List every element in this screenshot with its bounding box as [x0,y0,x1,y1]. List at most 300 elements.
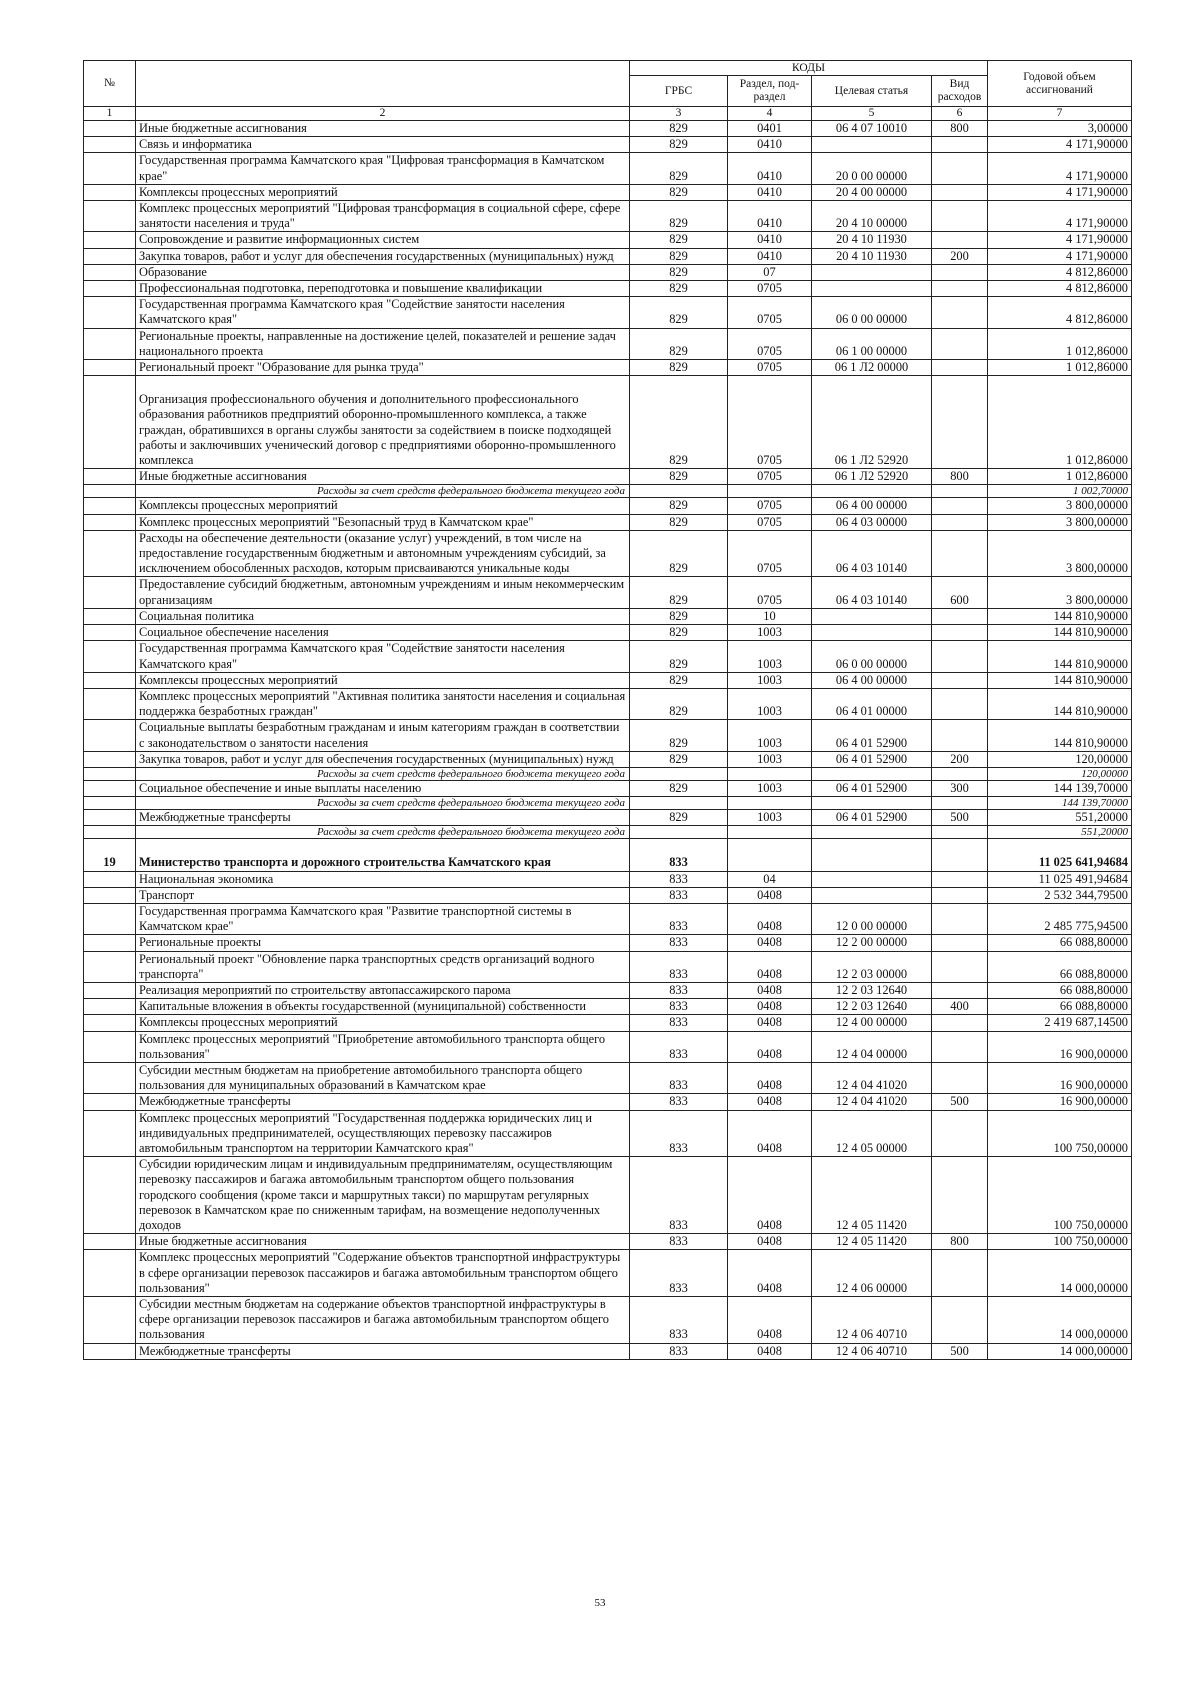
row-number [84,767,136,780]
section-code: 1003 [728,641,812,672]
exptype-code [932,514,988,530]
amount-value: 16 900,00000 [988,1062,1132,1093]
grbs-code: 829 [630,641,728,672]
row-number [84,1297,136,1344]
table-row [84,839,1132,871]
row-name: Комплексы процессных мероприятий [136,498,630,514]
header-num: 7 [988,107,1132,121]
grbs-code: 829 [630,360,728,376]
target-code: 20 4 10 11930 [812,248,932,264]
row-number [84,498,136,514]
row-number [84,1062,136,1093]
amount-value: 4 812,86000 [988,264,1132,280]
amount-value: 4 171,90000 [988,153,1132,184]
exptype-code [932,281,988,297]
row-name: Закупка товаров, работ и услуг для обеспечения государственных (муниципальных) нужд [136,248,630,264]
header-num: 3 [630,107,728,121]
section-code: 0408 [728,1157,812,1234]
section-code: 0408 [728,1250,812,1297]
row-name: Комплекс процессных мероприятий "Безопасный труд в Камчатском крае" [136,514,630,530]
row-name: Межбюджетные трансферты [136,1094,630,1110]
row-name: Расходы за счет средств федерального бюджета текущего года [136,797,630,810]
row-name: Капитальные вложения в объекты государственной (муниципальной) собственности [136,999,630,1015]
exptype-code [932,1157,988,1234]
exptype-code [932,1031,988,1062]
header-amount: Годовой объем ассигнований [988,61,1132,107]
row-number [84,826,136,839]
row-name: Социальные выплаты безработным гражданам и иным категориям граждан в соответствии с законодательством о занятости населения [136,720,630,751]
exptype-code: 200 [932,751,988,767]
exptype-code [932,153,988,184]
exptype-code: 200 [932,248,988,264]
table-row [84,469,1132,485]
row-number [84,201,136,232]
exptype-code: 800 [932,121,988,137]
row-number [84,688,136,719]
table-row [84,608,1132,624]
row-name: Социальное обеспечение населения [136,625,630,641]
table-row [84,498,1132,514]
row-number [84,1094,136,1110]
row-name: Образование [136,264,630,280]
exptype-code [932,1297,988,1344]
target-code [812,767,932,780]
section-code: 0408 [728,1015,812,1031]
row-number [84,248,136,264]
target-code: 06 4 00 00000 [812,672,932,688]
grbs-code: 833 [630,1157,728,1234]
amount-value: 4 812,86000 [988,281,1132,297]
exptype-code [932,1062,988,1093]
exptype-code [932,1110,988,1157]
table-row [84,121,1132,137]
table-row [84,935,1132,951]
amount-value: 2 485 775,94500 [988,903,1132,934]
row-number [84,297,136,328]
exptype-code [932,1015,988,1031]
row-number [84,514,136,530]
section-code: 1003 [728,720,812,751]
target-code [812,281,932,297]
row-number [84,360,136,376]
grbs-code: 833 [630,1094,728,1110]
target-code: 06 4 01 00000 [812,688,932,719]
grbs-code: 829 [630,780,728,796]
row-number [84,281,136,297]
row-name: Комплексы процессных мероприятий [136,672,630,688]
row-number [84,1110,136,1157]
exptype-code [932,767,988,780]
table-row [84,951,1132,982]
amount-value: 4 812,86000 [988,297,1132,328]
target-code [812,485,932,498]
row-number [84,999,136,1015]
grbs-code: 829 [630,328,728,359]
grbs-code: 829 [630,297,728,328]
section-code: 0705 [728,530,812,577]
row-name: Предоставление субсидий бюджетным, автономным учреждениям и иным некоммерческим организациям [136,577,630,608]
section-code: 0408 [728,887,812,903]
exptype-code [932,826,988,839]
row-number [84,530,136,577]
target-code: 12 4 06 40710 [812,1297,932,1344]
row-name: Региональные проекты, направленные на достижение целей, показателей и решение задач национального проекта [136,328,630,359]
row-number [84,469,136,485]
target-code: 12 4 06 00000 [812,1250,932,1297]
amount-value: 1 012,86000 [988,376,1132,469]
exptype-code [932,641,988,672]
row-number [84,1234,136,1250]
header-numbers-row [84,107,1132,121]
row-name: Иные бюджетные ассигнования [136,469,630,485]
exptype-code: 400 [932,999,988,1015]
grbs-code: 833 [630,1297,728,1344]
row-number [84,871,136,887]
section-code: 1003 [728,672,812,688]
target-code: 06 1 Л2 52920 [812,376,932,469]
target-code: 20 4 10 11930 [812,232,932,248]
amount-value: 11 025 491,94684 [988,871,1132,887]
section-code: 0410 [728,184,812,200]
amount-value: 2 419 687,14500 [988,1015,1132,1031]
target-code: 20 4 00 00000 [812,184,932,200]
section-code [728,767,812,780]
exptype-code [932,328,988,359]
section-code: 0410 [728,232,812,248]
section-code: 0410 [728,137,812,153]
row-number [84,1031,136,1062]
amount-value: 100 750,00000 [988,1110,1132,1157]
header-num: 6 [932,107,988,121]
grbs-code: 833 [630,871,728,887]
section-code: 10 [728,608,812,624]
table-row [84,360,1132,376]
exptype-code: 800 [932,469,988,485]
row-name: Субсидии местным бюджетам на приобретение автомобильного транспорта общего пользования для муниципальных образований в Камчатском крае [136,1062,630,1093]
target-code: 12 0 00 00000 [812,903,932,934]
exptype-code [932,839,988,871]
grbs-code: 829 [630,810,728,826]
table-row [84,264,1132,280]
row-number [84,780,136,796]
row-name: Региональный проект "Обновление парка транспортных средств организаций водного транспорта" [136,951,630,982]
section-code: 04 [728,871,812,887]
amount-value: 100 750,00000 [988,1157,1132,1234]
grbs-code: 829 [630,248,728,264]
grbs-code: 833 [630,982,728,998]
exptype-code [932,232,988,248]
grbs-code [630,767,728,780]
row-number [84,1343,136,1359]
row-number [84,887,136,903]
row-name: Региональные проекты [136,935,630,951]
row-number [84,672,136,688]
section-code: 0408 [728,1094,812,1110]
grbs-code: 829 [630,688,728,719]
target-code: 12 4 00 00000 [812,1015,932,1031]
target-code [812,608,932,624]
row-name: Комплекс процессных мероприятий "Государственная поддержка юридических лиц и индивидуальных предпринимателей, осуществляющих перевозку пассажиров автомобильным транспортом на территории Камчатского края" [136,1110,630,1157]
target-code: 12 4 05 00000 [812,1110,932,1157]
amount-value: 16 900,00000 [988,1094,1132,1110]
row-number [84,264,136,280]
exptype-code [932,935,988,951]
amount-value: 144 810,90000 [988,720,1132,751]
row-number [84,951,136,982]
row-name: Закупка товаров, работ и услуг для обеспечения государственных (муниципальных) нужд [136,751,630,767]
exptype-code [932,264,988,280]
section-code: 0705 [728,577,812,608]
target-code: 12 4 06 40710 [812,1343,932,1359]
row-name: Профессиональная подготовка, переподготовка и повышение квалификации [136,281,630,297]
exptype-code [932,137,988,153]
section-code: 1003 [728,751,812,767]
section-code: 0401 [728,121,812,137]
exptype-code [932,720,988,751]
grbs-code: 829 [630,498,728,514]
table-row [84,1157,1132,1234]
section-code: 0705 [728,360,812,376]
row-name: Социальная политика [136,608,630,624]
section-code: 0408 [728,1234,812,1250]
row-number [84,121,136,137]
row-number [84,797,136,810]
target-code: 12 2 03 12640 [812,999,932,1015]
grbs-code: 833 [630,1015,728,1031]
grbs-code: 829 [630,137,728,153]
section-code [728,485,812,498]
table-row [84,232,1132,248]
target-code: 12 4 05 11420 [812,1157,932,1234]
target-code: 06 0 00 00000 [812,297,932,328]
grbs-code: 833 [630,999,728,1015]
target-code [812,871,932,887]
row-name: Транспорт [136,887,630,903]
header-num: 2 [136,107,630,121]
grbs-code: 829 [630,625,728,641]
exptype-code [932,1250,988,1297]
exptype-code [932,201,988,232]
row-number [84,720,136,751]
target-code: 06 4 01 52900 [812,720,932,751]
budget-table [83,60,1132,1360]
target-code [812,797,932,810]
header-exptype: Вид расходов [932,76,988,107]
section-code: 0408 [728,1031,812,1062]
row-name: Расходы на обеспечение деятельности (оказание услуг) учреждений, в том числе на предоставление государственным бюджетным и автономным учреждениям субсидий, за исключением обособленных расходов, которым присваиваются уникальные коды [136,530,630,577]
exptype-code [932,625,988,641]
target-code: 12 4 04 41020 [812,1062,932,1093]
table-row [84,184,1132,200]
exptype-code [932,297,988,328]
target-code [812,839,932,871]
target-code: 12 2 03 00000 [812,951,932,982]
section-code: 0410 [728,201,812,232]
row-name: Организация профессионального обучения и дополнительного профессионального образования работников предприятий оборонно-промышленного комплекса, а также граждан, обратившихся в органы службы занятости за содействием в поиске подходящей работы и заключивших ученический договор с предприятиями оборонно-промышленного комплекса [136,376,630,469]
header-num: 1 [84,107,136,121]
amount-value: 11 025 641,94684 [988,839,1132,871]
row-name: Расходы за счет средств федерального бюджета текущего года [136,826,630,839]
section-code: 0408 [728,1110,812,1157]
grbs-code: 829 [630,720,728,751]
row-number [84,232,136,248]
table-row [84,887,1132,903]
row-name: Межбюджетные трансферты [136,1343,630,1359]
grbs-code: 829 [630,232,728,248]
table-row [84,248,1132,264]
federal-note-row [84,485,1132,498]
section-code: 0408 [728,903,812,934]
exptype-code [932,688,988,719]
row-name: Комплекс процессных мероприятий "Приобретение автомобильного транспорта общего пользования" [136,1031,630,1062]
target-code [812,264,932,280]
amount-value: 4 171,90000 [988,232,1132,248]
table-row [84,201,1132,232]
amount-value: 144 810,90000 [988,672,1132,688]
target-code: 12 4 04 41020 [812,1094,932,1110]
exptype-code [932,982,988,998]
grbs-code: 829 [630,201,728,232]
target-code: 20 4 10 00000 [812,201,932,232]
row-name: Комплекс процессных мероприятий "Содержание объектов транспортной инфраструктуры в сфере организации перевозок пассажиров и багажа автомобильным транспортом общего пользования" [136,1250,630,1297]
amount-value: 144 139,70000 [988,780,1132,796]
row-name: Комплексы процессных мероприятий [136,1015,630,1031]
target-code: 06 1 Л2 00000 [812,360,932,376]
grbs-code: 833 [630,951,728,982]
header-num: 4 [728,107,812,121]
page-number: 53 [594,1597,606,1609]
header-name [136,61,630,107]
exptype-code: 800 [932,1234,988,1250]
exptype-code [932,485,988,498]
table-row [84,672,1132,688]
row-number [84,328,136,359]
grbs-code: 833 [630,887,728,903]
grbs-code: 833 [630,1250,728,1297]
exptype-code [932,951,988,982]
section-code: 0408 [728,999,812,1015]
table-row [84,810,1132,826]
section-code: 1003 [728,625,812,641]
grbs-code: 829 [630,184,728,200]
section-code: 07 [728,264,812,280]
target-code: 06 0 00 00000 [812,641,932,672]
grbs-code: 829 [630,577,728,608]
section-code: 0408 [728,951,812,982]
exptype-code [932,871,988,887]
row-name: Связь и информатика [136,137,630,153]
exptype-code [932,360,988,376]
amount-value: 144 139,70000 [988,797,1132,810]
row-number [84,137,136,153]
row-name: Иные бюджетные ассигнования [136,1234,630,1250]
row-number [84,153,136,184]
amount-value: 16 900,00000 [988,1031,1132,1062]
amount-value: 1 012,86000 [988,469,1132,485]
table-row [84,625,1132,641]
section-code: 0408 [728,1062,812,1093]
target-code: 12 4 05 11420 [812,1234,932,1250]
amount-value: 551,20000 [988,826,1132,839]
row-name: Государственная программа Камчатского края "Содействие занятости населения Камчатского края" [136,297,630,328]
grbs-code: 833 [630,1031,728,1062]
row-number [84,751,136,767]
table-row [84,1297,1132,1344]
row-number [84,1157,136,1234]
amount-value: 1 012,86000 [988,360,1132,376]
amount-value: 144 810,90000 [988,688,1132,719]
table-row [84,1015,1132,1031]
row-name: Субсидии местным бюджетам на содержание объектов транспортной инфраструктуры в сфере организации перевозок пассажиров и багажа автомобильным транспортом общего пользования [136,1297,630,1344]
amount-value: 1 002,70000 [988,485,1132,498]
federal-note-row [84,826,1132,839]
row-name: Реализация мероприятий по строительству автопассажирского парома [136,982,630,998]
table-row [84,688,1132,719]
exptype-code: 500 [932,1343,988,1359]
section-code [728,826,812,839]
table-row [84,1110,1132,1157]
table-row [84,328,1132,359]
section-code: 0408 [728,982,812,998]
exptype-code [932,530,988,577]
row-number [84,982,136,998]
row-name: Комплексы процессных мероприятий [136,184,630,200]
row-name: Комплекс процессных мероприятий "Активная политика занятости населения и социальная поддержка безработных граждан" [136,688,630,719]
table-row [84,281,1132,297]
amount-value: 66 088,80000 [988,999,1132,1015]
row-name: Комплекс процессных мероприятий "Цифровая трансформация в социальной сфере, сфере занятости населения и труда" [136,201,630,232]
table-row [84,153,1132,184]
target-code: 06 4 03 10140 [812,577,932,608]
row-number [84,625,136,641]
target-code: 06 4 01 52900 [812,751,932,767]
section-code: 0705 [728,498,812,514]
amount-value: 4 171,90000 [988,137,1132,153]
grbs-code: 829 [630,153,728,184]
header-grbs: ГРБС [630,76,728,107]
grbs-code: 829 [630,530,728,577]
amount-value: 4 171,90000 [988,248,1132,264]
table-row [84,982,1132,998]
row-number: 19 [84,839,136,871]
row-name: Национальная экономика [136,871,630,887]
row-number [84,184,136,200]
amount-value: 66 088,80000 [988,951,1132,982]
section-code: 0705 [728,376,812,469]
amount-value: 14 000,00000 [988,1250,1132,1297]
grbs-code: 833 [630,1110,728,1157]
table-row [84,780,1132,796]
table-row [84,903,1132,934]
section-code: 0408 [728,1297,812,1344]
row-name: Региональный проект "Образование для рынка труда" [136,360,630,376]
exptype-code: 300 [932,780,988,796]
amount-value: 120,00000 [988,767,1132,780]
grbs-code: 829 [630,264,728,280]
exptype-code [932,184,988,200]
section-code: 1003 [728,688,812,719]
grbs-code: 833 [630,903,728,934]
table-row [84,751,1132,767]
target-code [812,887,932,903]
section-code [728,839,812,871]
amount-value: 3 800,00000 [988,530,1132,577]
section-code: 0705 [728,281,812,297]
target-code [812,826,932,839]
grbs-code: 833 [630,1062,728,1093]
amount-value: 4 171,90000 [988,201,1132,232]
row-name: Расходы за счет средств федерального бюджета текущего года [136,485,630,498]
